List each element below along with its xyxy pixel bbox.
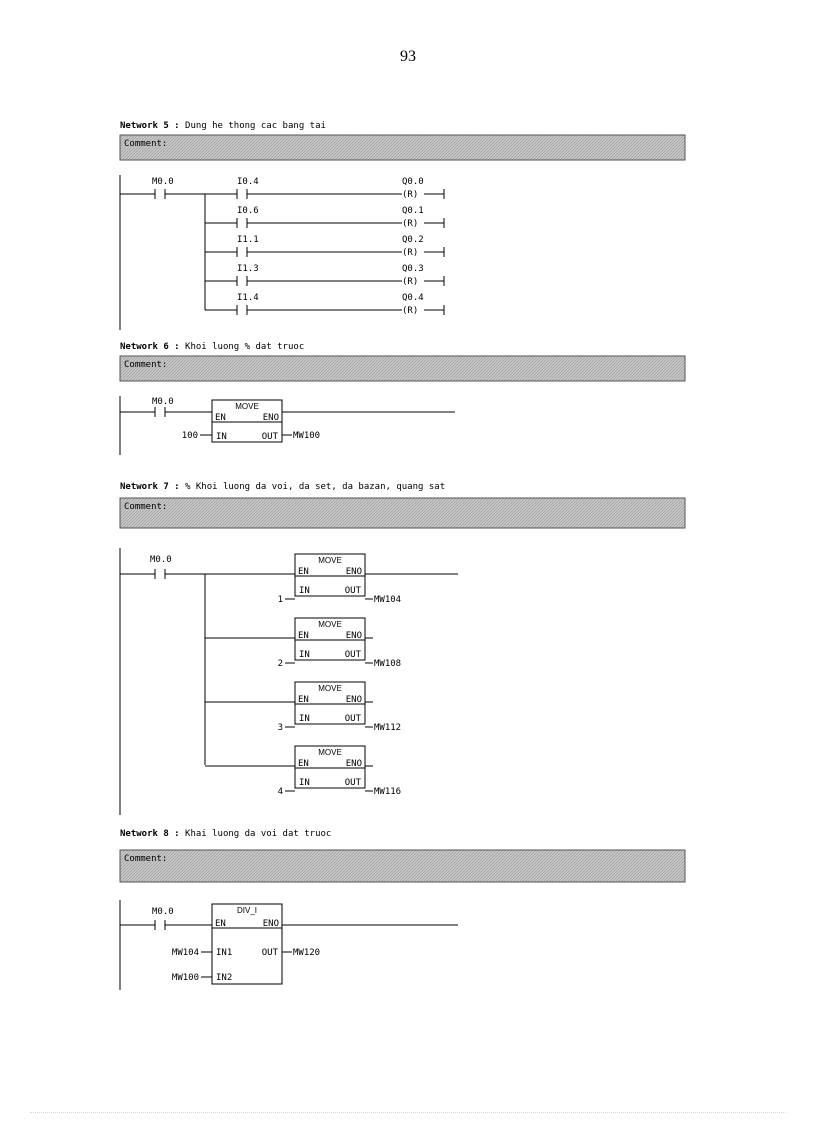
main-contact-label: M0.0: [152, 177, 174, 187]
comment-label: Comment:: [124, 139, 168, 149]
coil-label: Q0.3: [402, 264, 424, 274]
move-1-eno-label: ENO: [345, 567, 362, 577]
coil-Q0.2: (R): [402, 248, 419, 258]
move-4-in-label: IN: [299, 778, 310, 788]
out-value: MW100: [293, 431, 321, 441]
move-out-label: OUT: [261, 432, 278, 442]
in-value: 3: [277, 723, 283, 733]
contact-label: I1.3: [237, 264, 259, 274]
main-contact-label: M0.0: [150, 555, 172, 565]
move-box-name: MOVE: [235, 402, 259, 411]
in-value: 1: [277, 595, 283, 605]
coil-label: Q0.2: [402, 235, 424, 245]
contact-label: I1.4: [237, 293, 259, 303]
out-value: MW112: [374, 723, 402, 733]
div-in2-label: IN2: [216, 973, 233, 983]
move-4-en-label: EN: [298, 759, 309, 769]
move-en-label: EN: [215, 413, 226, 423]
in2-value: MW100: [171, 973, 199, 983]
move-4-out-label: OUT: [344, 778, 361, 788]
in-value: 4: [277, 787, 283, 797]
out-value: MW104: [374, 595, 402, 605]
coil-label: Q0.4: [402, 293, 424, 303]
in-value: 2: [277, 659, 283, 669]
move-2-box-name: MOVE: [318, 620, 342, 629]
div-en-label: EN: [215, 919, 226, 929]
coil-label: Q0.0: [402, 177, 424, 187]
coil-Q0.1: (R): [402, 219, 419, 229]
bottom-rule: [30, 1112, 786, 1113]
move-4-eno-label: ENO: [345, 759, 362, 769]
in1-value: MW104: [171, 948, 199, 958]
move-2-en-label: EN: [298, 631, 309, 641]
page-number: 93: [400, 48, 416, 65]
coil-Q0.3: (R): [402, 277, 419, 287]
network-title: Network 7 : % Khoi luong da voi, da set, da bazan, quang sat: [120, 482, 446, 492]
move-4-box-name: MOVE: [318, 748, 342, 757]
network-title: Network 5 : Dung he thong cac bang tai: [120, 121, 326, 131]
comment-bar: [120, 850, 685, 882]
move-eno-label: ENO: [262, 413, 279, 423]
contact-label: I0.4: [237, 177, 259, 187]
contact-label: I0.6: [237, 206, 259, 216]
move-2-in-label: IN: [299, 650, 310, 660]
network-title: Network 6 : Khoi luong % dat truoc: [120, 342, 305, 352]
comment-bar: [120, 135, 685, 160]
in-value: 100: [181, 431, 198, 441]
div-out-label: OUT: [261, 948, 278, 958]
move-2-eno-label: ENO: [345, 631, 362, 641]
out-value: MW116: [374, 787, 402, 797]
contact-label: I1.1: [237, 235, 259, 245]
div-eno-label: ENO: [262, 919, 279, 929]
move-3-eno-label: ENO: [345, 695, 362, 705]
move-3-en-label: EN: [298, 695, 309, 705]
out-value: MW108: [374, 659, 402, 669]
comment-label: Comment:: [124, 854, 168, 864]
main-contact-label: M0.0: [152, 907, 174, 917]
div-in1-label: IN1: [216, 948, 233, 958]
move-1-out-label: OUT: [344, 586, 361, 596]
comment-label: Comment:: [124, 502, 168, 512]
div-box: [212, 904, 282, 984]
move-1-in-label: IN: [299, 586, 310, 596]
move-in-label: IN: [216, 432, 227, 442]
move-2-out-label: OUT: [344, 650, 361, 660]
comment-bar: [120, 498, 685, 528]
network-title: Network 8 : Khai luong da voi dat truoc: [120, 829, 332, 839]
coil-label: Q0.1: [402, 206, 424, 216]
main-contact-label: M0.0: [152, 397, 174, 407]
move-3-in-label: IN: [299, 714, 310, 724]
comment-bar: [120, 356, 685, 381]
move-3-out-label: OUT: [344, 714, 361, 724]
move-3-box-name: MOVE: [318, 684, 342, 693]
coil-Q0.4: (R): [402, 306, 419, 316]
div-box-name: DIV_I: [236, 906, 258, 915]
coil-Q0.0: (R): [402, 190, 419, 200]
comment-label: Comment:: [124, 360, 168, 370]
move-1-en-label: EN: [298, 567, 309, 577]
move-1-box-name: MOVE: [318, 556, 342, 565]
out-value: MW120: [293, 948, 321, 958]
